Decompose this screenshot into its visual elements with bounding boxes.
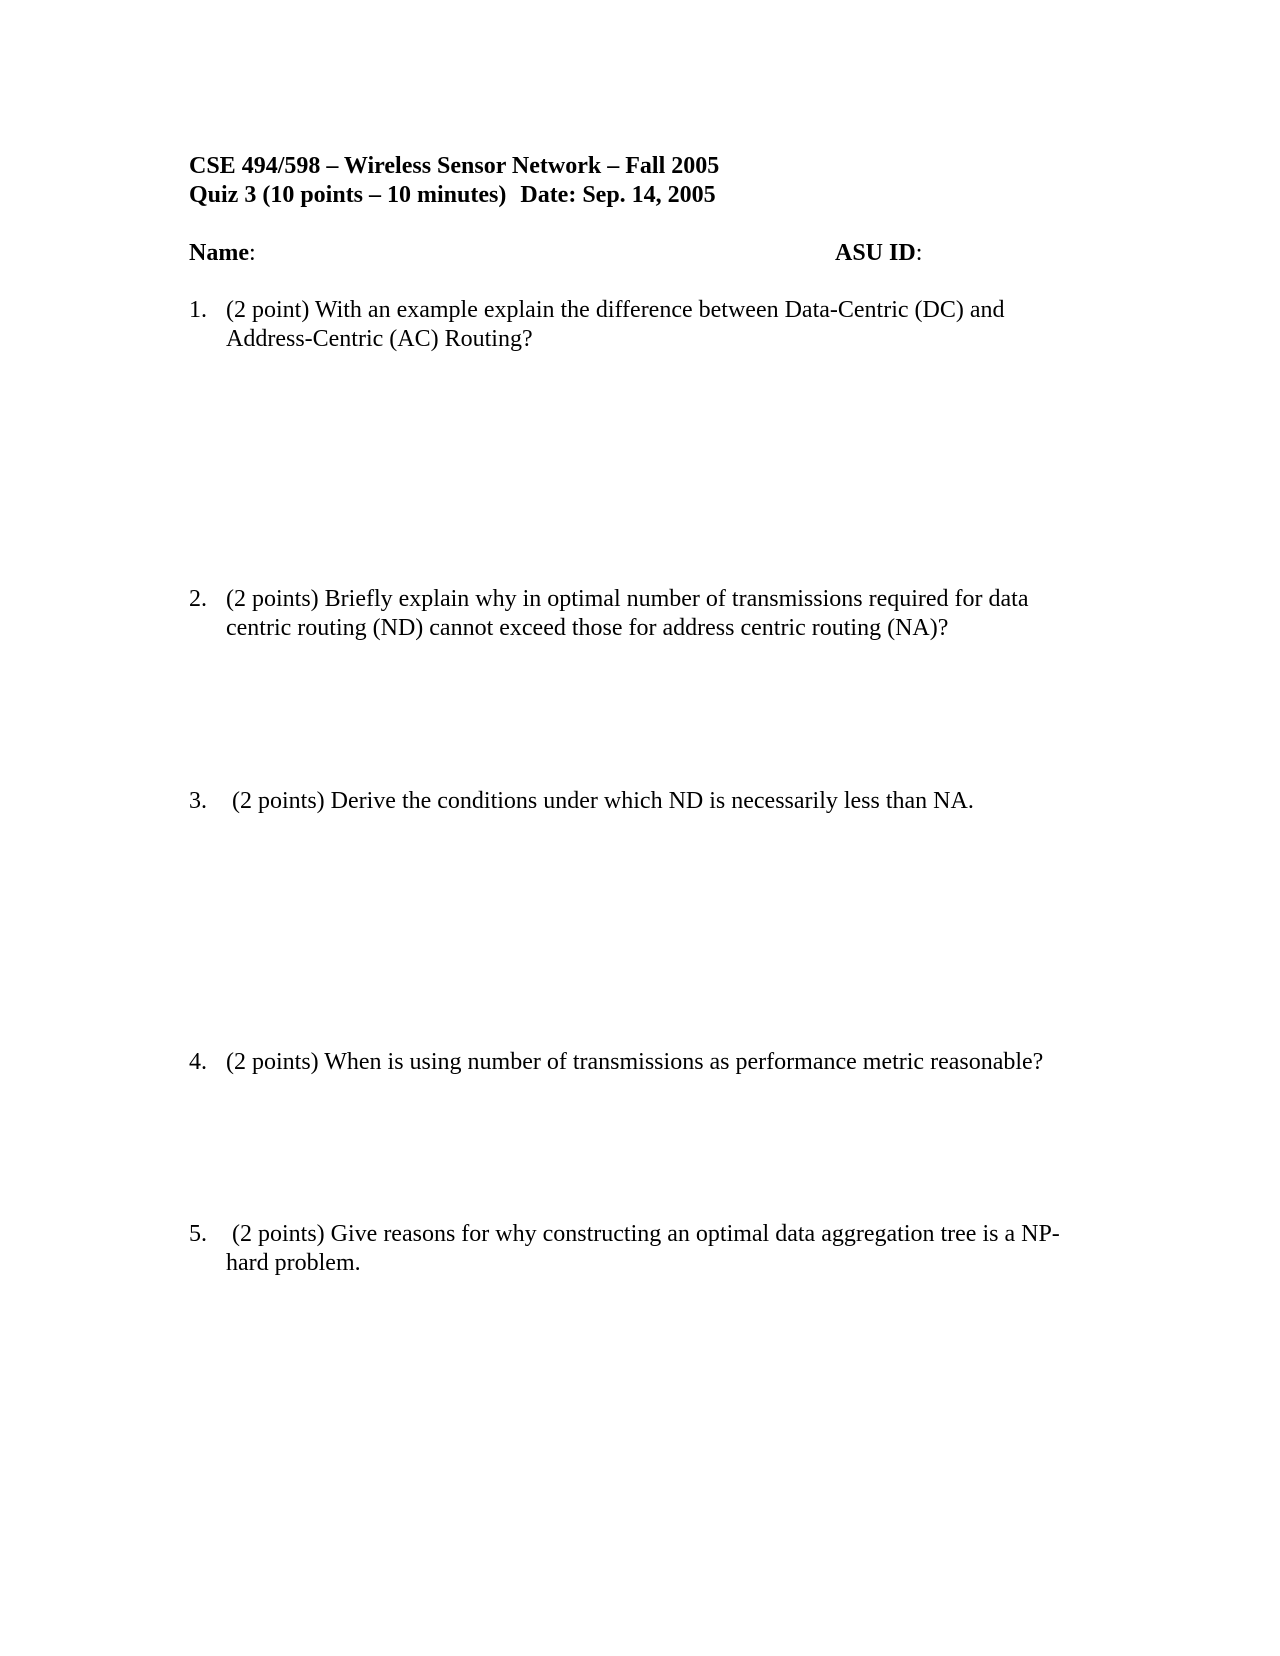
asu-id-label: ASU ID — [835, 240, 916, 266]
quiz-info — [189, 181, 716, 209]
question-number: 4. — [189, 1049, 207, 1075]
asu-id-field — [835, 239, 922, 267]
question-number: 3. — [189, 788, 207, 814]
question-2 — [189, 585, 1089, 643]
question-text: (2 point) With an example explain the difference between Data-Centric (DC) and Address-Centric (AC) Routing? — [226, 297, 1005, 352]
question-number: 5. — [189, 1221, 207, 1247]
question-text: (2 points) Briefly explain why in optimal number of transmissions required for data centric routing (ND) cannot exceed those for address centric routing (NA)? — [226, 586, 1029, 641]
question-5 — [189, 1220, 1089, 1278]
question-number: 1. — [189, 297, 207, 323]
course-title: CSE 494/598 – Wireless Sensor Network – Fall 2005 — [189, 153, 720, 179]
question-number: 2. — [189, 586, 207, 612]
question-text: (2 points) Derive the conditions under which ND is necessarily less than NA. — [232, 788, 974, 814]
quiz-title: Quiz 3 (10 points – 10 minutes) — [189, 182, 507, 208]
question-3 — [189, 787, 1089, 816]
name-field — [189, 239, 256, 267]
question-text: (2 points) Give reasons for why constructing an optimal data aggregation tree is a NP-hard problem. — [226, 1221, 1060, 1276]
question-1 — [189, 296, 1089, 354]
name-label: Name — [189, 240, 249, 266]
asu-id-colon: : — [915, 240, 923, 266]
question-text: (2 points) When is using number of transmissions as performance metric reasonable? — [226, 1049, 1044, 1075]
name-colon: : — [248, 240, 256, 266]
question-4 — [189, 1048, 1089, 1077]
quiz-date: Date: Sep. 14, 2005 — [520, 182, 716, 208]
